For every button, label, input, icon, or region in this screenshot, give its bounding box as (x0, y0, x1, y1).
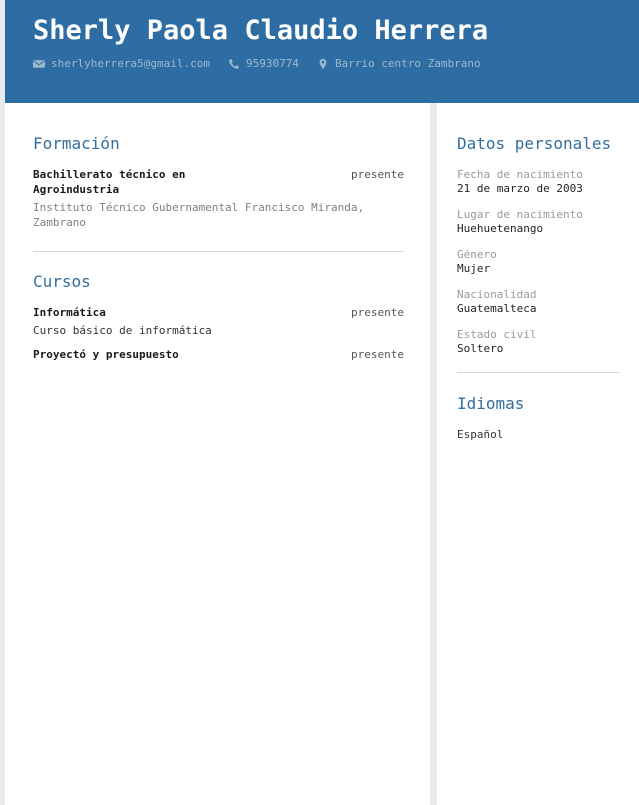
contact-phone (228, 57, 299, 71)
personal-field (457, 208, 620, 236)
candidate-name: Sherly Paola Claudio Herrera (33, 15, 489, 46)
course-date: presente (351, 347, 404, 361)
contact-row (33, 57, 611, 71)
right-column (437, 103, 639, 805)
field-value: Guatemalteca (457, 302, 537, 315)
phone-icon (228, 58, 240, 70)
education-school: Instituto Técnico Gubernamental Francisco Miranda, Zambrano (33, 201, 365, 229)
course-name: Informática (33, 306, 106, 319)
field-label: Nacionalidad (457, 288, 537, 301)
right-section-divider (457, 372, 620, 373)
course-entry (33, 306, 404, 338)
field-label: Lugar de nacimiento (457, 208, 583, 221)
envelope-icon (33, 58, 45, 70)
field-value: Mujer (457, 262, 491, 275)
contact-email-text: sherlyherrera5@gmail.com (51, 57, 210, 70)
left-column (5, 103, 430, 805)
course-name: Proyectó y presupuesto (33, 347, 179, 361)
field-value: 21 de marzo de 2003 (457, 182, 583, 195)
language-item: Español (457, 428, 504, 441)
header (5, 0, 639, 103)
education-degree: Bachillerato técnico en Agroindustria (33, 168, 186, 196)
section-title-idiomas: Idiomas (457, 394, 525, 413)
contact-phone-text: 95930774 (245, 57, 299, 70)
education-entry-head (33, 168, 404, 197)
section-title-formacion: Formación (33, 134, 120, 153)
field-label: Género (457, 248, 497, 261)
field-value: Huehuetenango (457, 222, 544, 235)
contact-location (317, 57, 481, 71)
field-label: Fecha de nacimiento (457, 168, 583, 181)
contact-location-text: Barrio centro Zambrano (334, 57, 481, 70)
left-section-divider (33, 251, 404, 252)
education-entry (33, 168, 404, 230)
main-content (5, 103, 639, 805)
cv-page (5, 0, 639, 805)
personal-field (457, 168, 620, 196)
course-entry-head (33, 348, 404, 363)
section-title-cursos: Cursos (33, 272, 91, 291)
map-pin-icon (317, 58, 329, 70)
course-entry (33, 348, 404, 363)
course-entry-head (33, 306, 404, 321)
personal-field (457, 328, 620, 356)
personal-field (457, 248, 620, 276)
education-date: presente (351, 168, 404, 181)
course-description: Curso básico de informática (33, 323, 212, 337)
contact-email (33, 57, 210, 71)
section-title-datos-personales: Datos personales (457, 134, 612, 153)
field-label: Estado civil (457, 328, 537, 341)
personal-field (457, 288, 620, 316)
field-value: Soltero (457, 342, 504, 355)
course-date: presente (351, 306, 404, 319)
